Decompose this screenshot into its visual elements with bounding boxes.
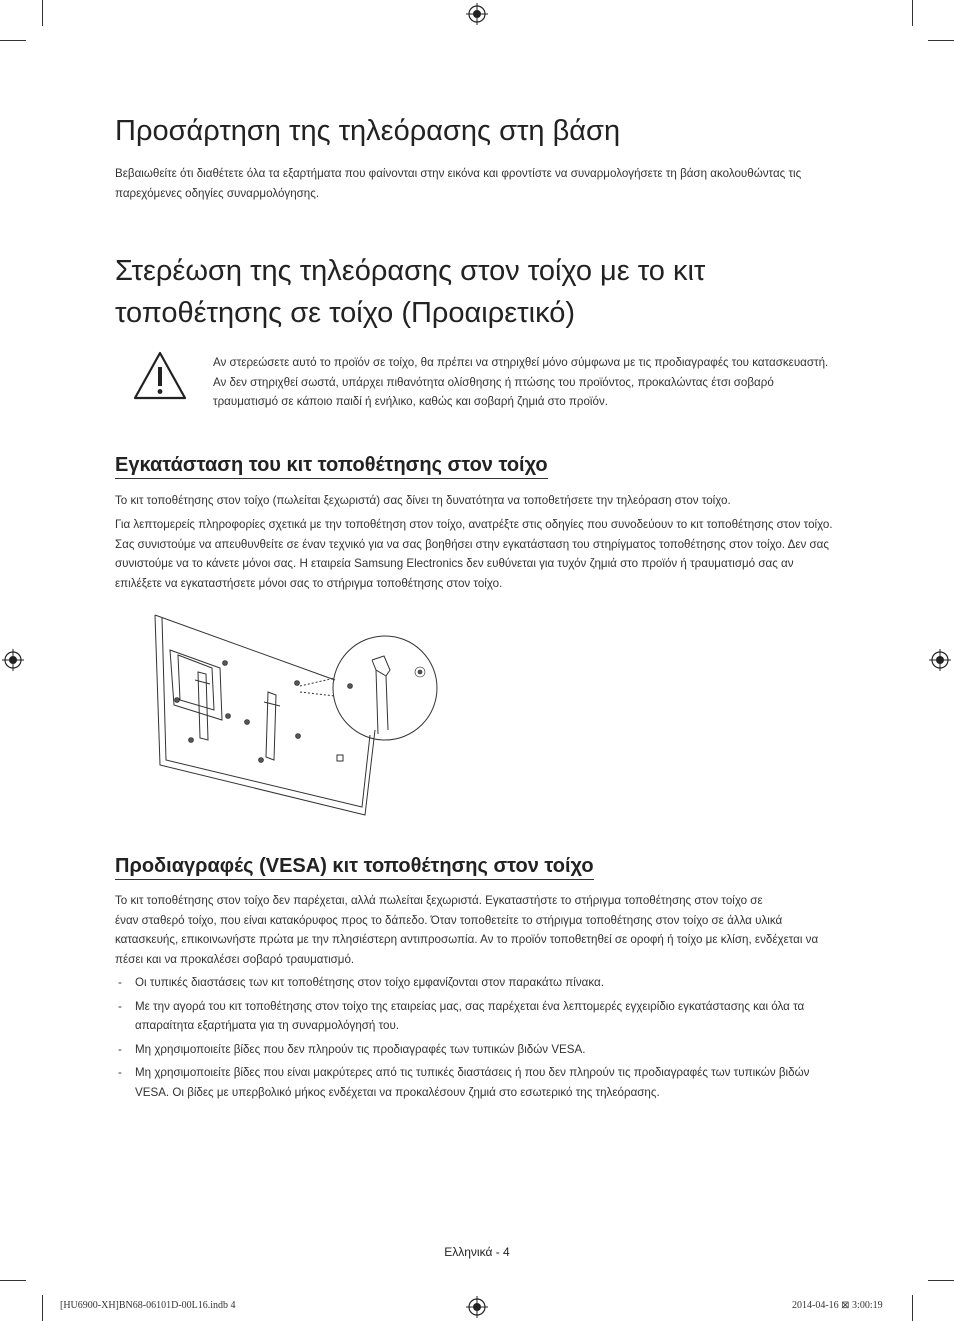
vesa-notes-list: [115, 973, 840, 1106]
crop-mark: [928, 40, 954, 41]
list-dash: -: [118, 1066, 122, 1079]
intro-stand-text: Βεβαιωθείτε ότι διαθέτετε όλα τα εξαρτήματα που φαίνονται στην εικόνα και φροντίστε να συναρμολογήσετε τη βάση ακολουθώντας τις παρεχόμενες οδηγίες συναρμολόγησης.: [115, 167, 802, 200]
install-paragraph-2: Για λεπτομερείς πληροφορίες σχετικά με την τοποθέτηση στον τοίχο, ανατρέξτε στις οδηγίες που συνοδεύουν το κιτ τοποθέτησης στον τοίχο. Σας συνιστούμε να απευθυνθείτε σε έναν τεχνικό για να σας βοηθήσει στην εγκατάσταση του στηρίγματος τοποθέτησης στον τοίχο. Δεν σας συνιστούμε να το κάνετε μόνοι σας. Η εταιρεία Samsung Electronics δεν ευθύνεται για τυχόν ζημιά στο προϊόν ή τραυματισμό σας αν επιλέξετε να εγκαταστήσετε μόνοι σας το στήριγμα τοποθέτησης στον τοίχο.: [115, 518, 833, 590]
crop-mark: [928, 1280, 954, 1281]
registration-mark-icon: [929, 649, 951, 671]
footer-timestamp: 2014-04-16 ⊠ 3:00:19: [792, 1300, 883, 1311]
vesa-paragraph: [115, 891, 840, 969]
section-title-wall-mount: [115, 250, 875, 334]
crop-mark: [0, 40, 26, 41]
list-item-text: Οι τυπικές διαστάσεις των κιτ τοποθέτησης στον τοίχο εμφανίζονται στον παρακάτω πίνακα.: [135, 976, 604, 989]
wall-mount-illustration: [150, 610, 450, 820]
warning-triangle-icon: [132, 350, 188, 402]
registration-mark-icon: [2, 649, 24, 671]
crop-mark: [42, 0, 43, 26]
page-title-stand: Προσάρτηση της τηλεόρασης στη βάση: [115, 115, 621, 147]
vesa-heading: Προδιαγραφές (VESA) κιτ τοποθέτησης στον τοίχο: [115, 854, 594, 880]
list-item: [115, 973, 840, 993]
list-item-text: Με την αγορά του κιτ τοποθέτησης στον τοίχο της εταιρείας μας, σας παρέχεται ένα λεπτομερές εγχειρίδιο εγκατάστασης και όλα τα απαραίτητα εξαρτήματα για τη συναρμολόγησή του.: [135, 999, 805, 1032]
warning-text: Αν στερεώσετε αυτό το προϊόν σε τοίχο, θα πρέπει να στηριχθεί μόνο σύμφωνα με τις προδιαγραφές του κατασκευαστή. Αν δεν στηριχθεί σωστά, υπάρχει πιθανότητα ολίσθησης ή πτώσης του προϊόντος, προκαλώντας έτσι σοβαρό τραυματισμό σε κάποιο παιδί ή ενήλικο, καθώς και σοβαρή ζημιά στο προϊόν.: [213, 356, 829, 408]
list-item: [115, 997, 840, 1036]
crop-mark: [912, 0, 913, 26]
list-item: [115, 1040, 840, 1060]
list-dash: -: [118, 1042, 122, 1056]
page-number: Ελληνικά - 4: [444, 1245, 510, 1259]
vesa-heading-block: [115, 854, 594, 880]
registration-mark-icon: [466, 3, 488, 25]
registration-mark-icon: [466, 1296, 488, 1318]
list-item: [115, 1063, 840, 1102]
section-title-line-1: Στερέωση της τηλεόρασης στον τοίχο με το κιτ: [115, 255, 706, 287]
install-heading: Εγκατάσταση του κιτ τοποθέτησης στον τοίχο: [115, 453, 548, 479]
section-title-line-2: τοποθέτησης σε τοίχο (Προαιρετικό): [115, 297, 576, 329]
install-paragraph-1: Το κιτ τοποθέτησης στον τοίχο (πωλείται ξεχωριστά) σας δίνει τη δυνατότητα να τοποθετήσετε την τηλεόραση στον τοίχο.: [115, 494, 731, 507]
crop-mark: [42, 1295, 43, 1321]
crop-mark: [912, 1295, 913, 1321]
vesa-paragraph-line-1: Το κιτ τοποθέτησης στον τοίχο δεν παρέχεται, αλλά πωλείται ξεχωριστά. Εγκαταστήστε το στήριγμα τοποθέτησης στον τοίχο σε: [115, 894, 763, 907]
install-heading-block: [115, 453, 548, 479]
list-dash: -: [118, 976, 122, 989]
footer-file-name: [HU6900-XH]BN68-06101D-00L16.indb 4: [60, 1300, 236, 1311]
list-item-text: Μη χρησιμοποιείτε βίδες που είναι μακρύτερες από τις τυπικές διαστάσεις ή που δεν πληρούν τις προδιαγραφές των τυπικών βιδών VESA. Οι βίδες με υπερβολικό μήκος ενδέχεται να προκαλέσουν ζημιά στο εσωτερικό της τηλεόρασης.: [135, 1066, 810, 1099]
list-dash: -: [118, 999, 122, 1013]
crop-mark: [0, 1280, 26, 1281]
list-item-text: Μη χρησιμοποιείτε βίδες που δεν πληρούν τις προδιαγραφές των τυπικών βιδών VESA.: [135, 1042, 586, 1056]
vesa-paragraph-rest: έναν σταθερό τοίχο, που είναι κατακόρυφος προς το δάπεδο. Όταν τοποθετείτε το στήριγμα τοποθέτησης στον τοίχο σε άλλα υλικά κατασκευής, επικοινωνήστε πρώτα με την πλησιέστερη αντιπροσωπία. Αν το προϊόν τοποθετηθεί σε οροφή ή τοίχο με κλίση, ενδέχεται να πέσει και να προκαλέσει σοβαρό τραυματισμό.: [115, 913, 819, 966]
